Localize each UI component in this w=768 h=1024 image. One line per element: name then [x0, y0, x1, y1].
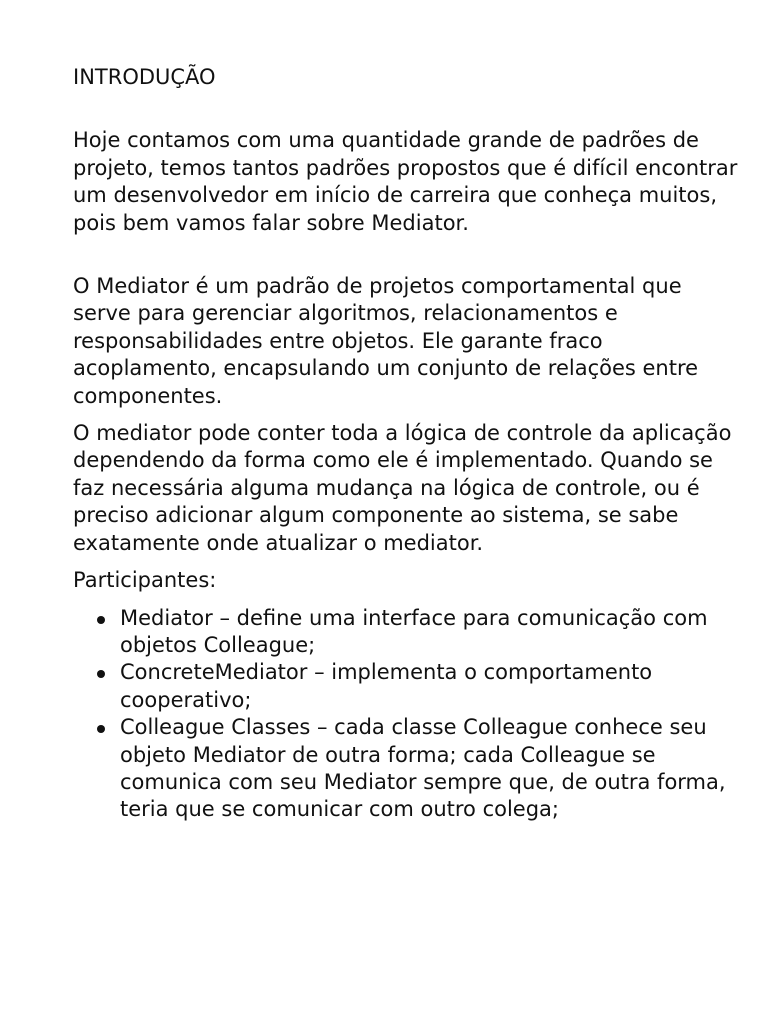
- list-item-text: Colleague Classes – cada classe Colleague conhece seu objeto Mediator de outra forma; cada Colleague se comunica com seu Mediator sempre que, de outra forma, teria que se comunicar com outro colega;: [120, 715, 726, 822]
- list-item-text: ConcreteMediator – implementa o comportamento cooperativo;: [120, 660, 653, 712]
- document-heading: INTRODUÇÃO: [73, 65, 216, 89]
- list-item: [73, 605, 743, 660]
- bullet-icon: [97, 616, 105, 624]
- bullet-icon: [97, 725, 105, 733]
- mediator-definition-paragraph: O Mediator é um padrão de projetos comportamental que serve para gerenciar algoritmos, relacionamentos e responsabilidades entre objetos. Ele garante fraco acoplamento, encapsulando um conjunto de relações entre componentes.: [73, 274, 699, 408]
- list-item-text: Mediator – define uma interface para comunicação com objetos Colleague;: [120, 605, 708, 657]
- participants-label: Participantes:: [73, 568, 217, 593]
- document-page: [73, 64, 743, 824]
- participants-list: [73, 605, 743, 824]
- list-item: [73, 659, 743, 714]
- mediator-control-paragraph: O mediator pode conter toda a lógica de controle da aplicação dependendo da forma como ele é implementado. Quando se faz necessária alguma mudança na lógica de controle, ou é preciso adicionar algum componente ao sistema, se sabe exatamente onde atualizar o mediator.: [73, 421, 732, 555]
- list-item: [73, 714, 743, 824]
- bullet-icon: [97, 670, 105, 678]
- intro-paragraph: Hoje contamos com uma quantidade grande de padrões de projeto, temos tantos padrões propostos que é difícil encontrar um desenvolvedor em início de carreira que conheça muitos, pois bem vamos falar sobre Mediator.: [73, 128, 738, 235]
